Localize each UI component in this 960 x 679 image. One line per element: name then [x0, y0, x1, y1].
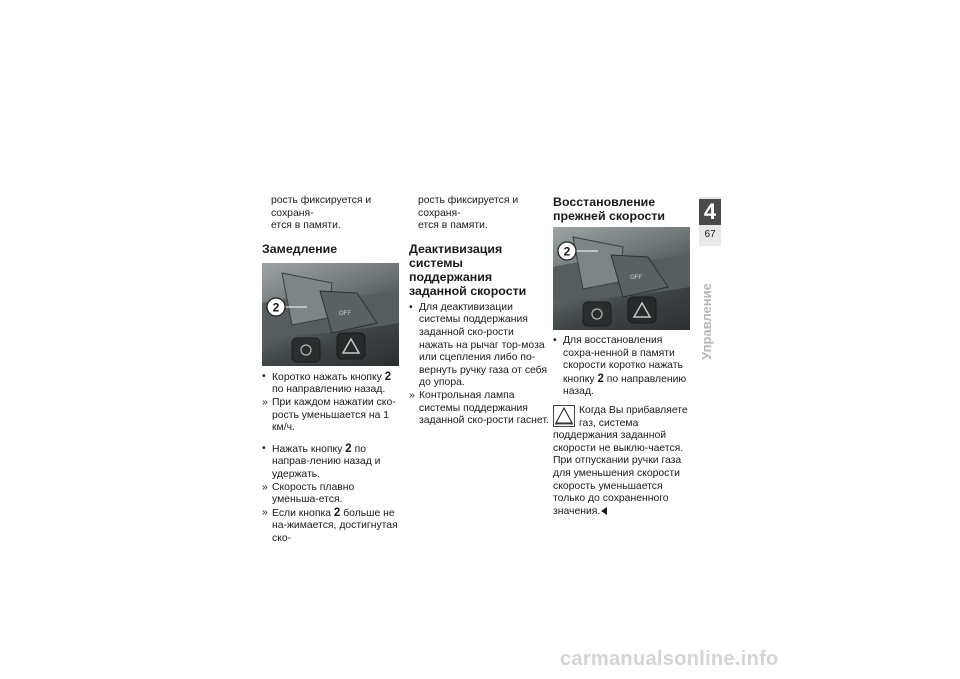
page-number: 67: [704, 229, 716, 240]
step-list: [262, 371, 402, 546]
button-label: OFF: [630, 275, 642, 281]
list-item: » Если кнопка 2 больше не на-жимается, достигнутая ско-: [262, 506, 398, 544]
handlebar-photo: [553, 227, 690, 330]
list-item: » Контрольная лампа системы поддержания заданной ско-рости гаснет.: [409, 389, 549, 427]
list-item: • Коротко нажать кнопку 2 по направлению назад.: [262, 370, 392, 396]
heading-deceleration: Замедление: [262, 241, 338, 256]
note-icon: [553, 405, 575, 427]
list-item: » При каждом нажатии ско-рость уменьшается на 1 км/ч.: [262, 396, 396, 434]
end-of-section-icon: [601, 507, 607, 515]
chapter-number: 4: [699, 199, 721, 225]
section-side-title: Управление: [699, 283, 714, 360]
note-block: [553, 405, 693, 518]
heading-restore-speed: Восстановление прежней скорости: [553, 195, 666, 223]
list-item: » Скорость плавно уменьша-ется.: [262, 481, 355, 506]
watermark: carmanualsonline.info: [560, 648, 779, 670]
list-item: • Нажать кнопку 2 по направ-лению назад и удержать.: [262, 442, 381, 480]
intro-text: рость фиксируется и сохраня- ется в памяти.: [271, 195, 372, 232]
callout-number: 2: [563, 244, 571, 259]
note-text: Когда Вы прибавляете газ, система поддержания заданной скорости не выклю-чается. При отпускании ручки газа для уменьшения скорости скорость уменьшается только до сохраненного значения.: [553, 404, 688, 517]
column-2: [409, 195, 549, 428]
list-item: • Для восстановления сохра-ненной в памяти скорости коротко нажать кнопку 2 по направлению назад.: [553, 335, 687, 398]
column-3: [553, 195, 693, 518]
list-item: • Для деактивизации системы поддержания заданной ско-рости нажать на рычаг тор-моза или сцепления либо по-вернуть ручку газа от себя до упора.: [409, 301, 548, 389]
column-1: [262, 195, 402, 546]
intro-text: рость фиксируется и сохраня- ется в памяти.: [418, 195, 519, 232]
heading-deactivation: Деактивизация системы поддержания заданной скорости: [409, 241, 527, 298]
callout-number: 2: [272, 300, 280, 315]
button-label: OFF: [339, 310, 351, 317]
handlebar-photo: [262, 263, 399, 366]
